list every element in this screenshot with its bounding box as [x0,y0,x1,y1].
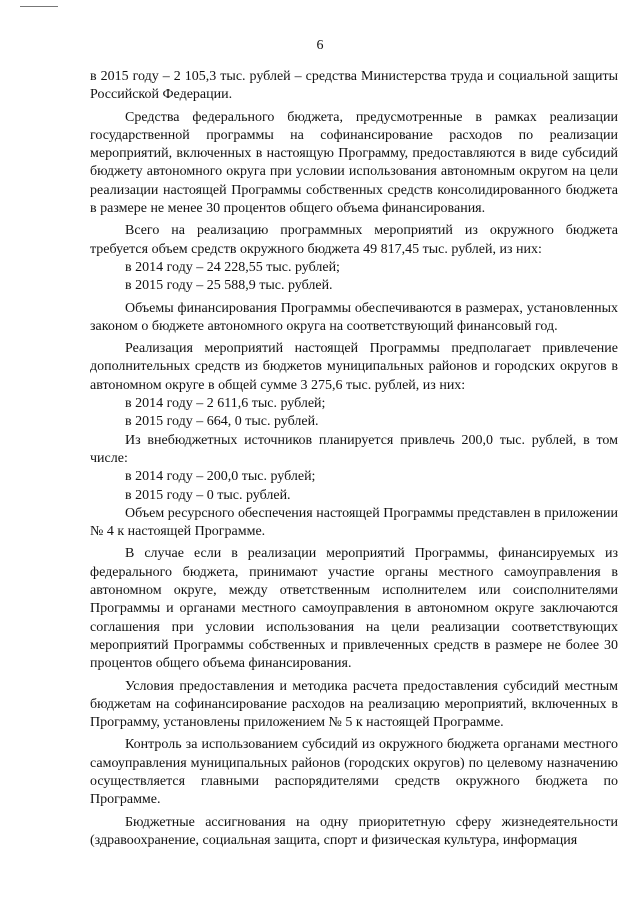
paragraph-district-budget-total: Всего на реализацию программных мероприятий из окружного бюджета требуется объем средств окружного бюджета 49 817,45 тыс. рублей, из них: [90,223,618,257]
scan-corner-mark [20,6,58,7]
paragraph-extrabudgetary: Из внебюджетных источников планируется привлечь 200,0 тыс. рублей, в том числе: [90,432,618,466]
paragraph-subsidy-conditions: Условия предоставления и методика расчета предоставления субсидий местным бюджетам на софинансирование расходов на реализацию мероприятий, включенных в Программу, установлены приложением № 5 к настоящей Программе. [90,678,618,731]
paragraph-local-government-agreements: В случае если в реализации мероприятий Программы, финансируемых из федерального бюджета, принимают участие органы местного самоуправления в автономном округе, между ответственным исполнителем или соисполнителями Программы и органами местного самоуправления в автономном округе заключаются соглашения при условии использования на цели реализации соответствующих мероприятий Программы собственных и привлеченных средств в размере не более 30 процентов общего объема финансирования. [90,546,618,672]
paragraph-municipal-funds: Реализация мероприятий настоящей Программы предполагает привлечение дополнительных средств из бюджетов муниципальных районов и городских округов в автономном округе в общей сумме 3 275,6 тыс. рублей, из них: [90,341,618,393]
list-item-2015-municipal: в 2015 году – 664, 0 тыс. рублей. [125,414,319,430]
list-item-2015-district: в 2015 году – 25 588,9 тыс. рублей. [125,278,333,294]
list-item-2015-extrabudgetary: в 2015 году – 0 тыс. рублей. [125,487,291,503]
page-number: 6 [316,38,324,53]
paragraph-subsidy-control: Контроль за использованием субсидий из окружного бюджета органами местного самоуправления муниципальных районов (городских округов) по целевому назначению осуществляется главными распорядителями средств окружного бюджета по Программе. [90,737,618,808]
paragraph-ministry-funds: в 2015 году – 2 105,3 тыс. рублей – средства Министерства труда и социальной защиты Российской Федерации. [90,69,618,103]
paragraph-budget-allocations: Бюджетные ассигнования на одну приоритетную сферу жизнедеятельности (здравоохранение, социальная защита, спорт и физическая культура, информация [90,814,618,848]
list-item-2014-extrabudgetary: в 2014 году – 200,0 тыс. рублей; [125,469,316,485]
list-item-2014-district: в 2014 году – 24 228,55 тыс. рублей; [125,259,340,275]
list-item-2014-municipal: в 2014 году – 2 611,6 тыс. рублей; [125,396,326,412]
paragraph-funding-volumes: Объемы финансирования Программы обеспечиваются в размерах, установленных законом о бюджете автономного округа на соответствующий финансовый год. [90,300,618,334]
document-body [90,68,618,850]
paragraph-federal-budget: Средства федерального бюджета, предусмотренные в рамках реализации государственной программы на софинансирование расходов по реализации мероприятий, включенных в настоящую Программу, предоставляются в виде субсидий бюджету автономного округа при условии использования автономным округом на цели реализации настоящей Программы собственных средств консолидированного бюджета в размере не менее 30 процентов общего объема финансирования. [90,109,618,217]
paragraph-resource-support: Объем ресурсного обеспечения настоящей Программы представлен в приложении № 4 к настоящей Программе. [90,505,618,540]
